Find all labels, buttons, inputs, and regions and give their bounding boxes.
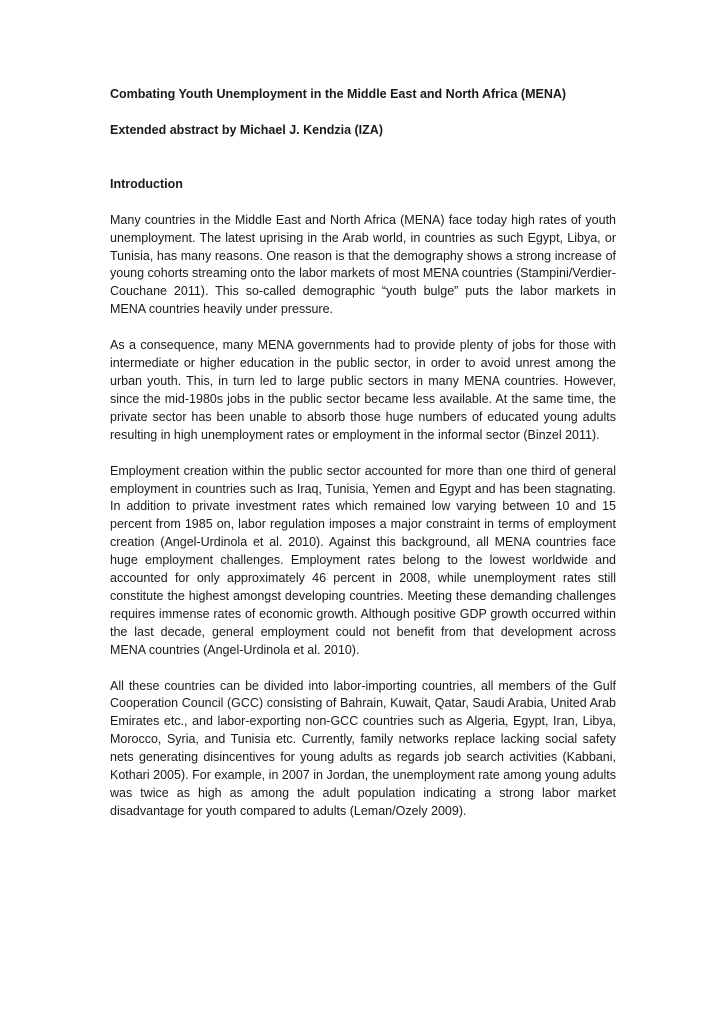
paragraph-1: Many countries in the Middle East and North Africa (MENA) face today high rates of youth unemployment. The latest uprising in the Arab world, in countries as such Egypt, Libya, or Tunisia, has many reasons. One reason is that the demography shows a strong increase of young cohorts streaming onto the labor markets of most MENA countries (Stampini/Verdier-Couchane 2011). This so-called demographic “youth bulge” puts the labor markets in MENA countries heavily under pressure. (110, 212, 616, 317)
document-subtitle: Extended abstract by Michael J. Kendzia (IZA) (110, 122, 383, 137)
paragraph-4: All these countries can be divided into labor-importing countries, all members of the Gulf Cooperation Council (GCC) consisting of Bahrain, Kuwait, Qatar, Saudi Arabia, United Arab Emirates etc., and labor-exporting non-GCC countries such as Algeria, Egypt, Iran, Libya, Morocco, Syria, and Tunisia etc. Currently, family networks replace lacking social safety nets generating disincentives for young adults as regards job search activities (Kabbani, Kothari 2005). For example, in 2007 in Jordan, the unemployment rate among young adults was twice as high as among the adult population indicating a strong labor market disadvantage for youth compared to adults (Leman/Ozely 2009). (110, 678, 616, 818)
paragraph-2: As a consequence, many MENA governments had to provide plenty of jobs for those with intermediate or higher education in the public sector, in order to avoid unrest among the urban youth. This, in turn led to large public sectors in many MENA countries. However, since the mid-1980s jobs in the public sector became less available. At the same time, the private sector has been unable to absorb those huge numbers of educated young adults resulting in high unemployment rates or employment in the informal sector (Binzel 2011). (110, 338, 616, 442)
document-page (110, 86, 616, 839)
document-title: Combating Youth Unemployment in the Middle East and North Africa (MENA) (110, 87, 567, 101)
section-heading-introduction: Introduction (110, 176, 183, 191)
paragraph-3: Employment creation within the public sector accounted for more than one third of general employment in countries such as Iraq, Tunisia, Yemen and Egypt and has been stagnating. In addition to private investment rates which remained low varying between 10 and 15 percent from 1985 on, labor regulation imposes a major constraint in terms of employment creation (Angel-Urdinola et al. 2010). Against this background, all MENA countries face huge employment challenges. Employment rates belong to the lowest worldwide and accounted for only approximately 46 percent in 2008, while unemployment rates still constitute the highest amongst developing countries. Meeting these demanding challenges requires immense rates of economic growth. Although positive GDP growth occurred within the last decade, general employment could not benefit from that development across MENA countries (Angel-Urdinola et al. 2010). (110, 463, 616, 657)
